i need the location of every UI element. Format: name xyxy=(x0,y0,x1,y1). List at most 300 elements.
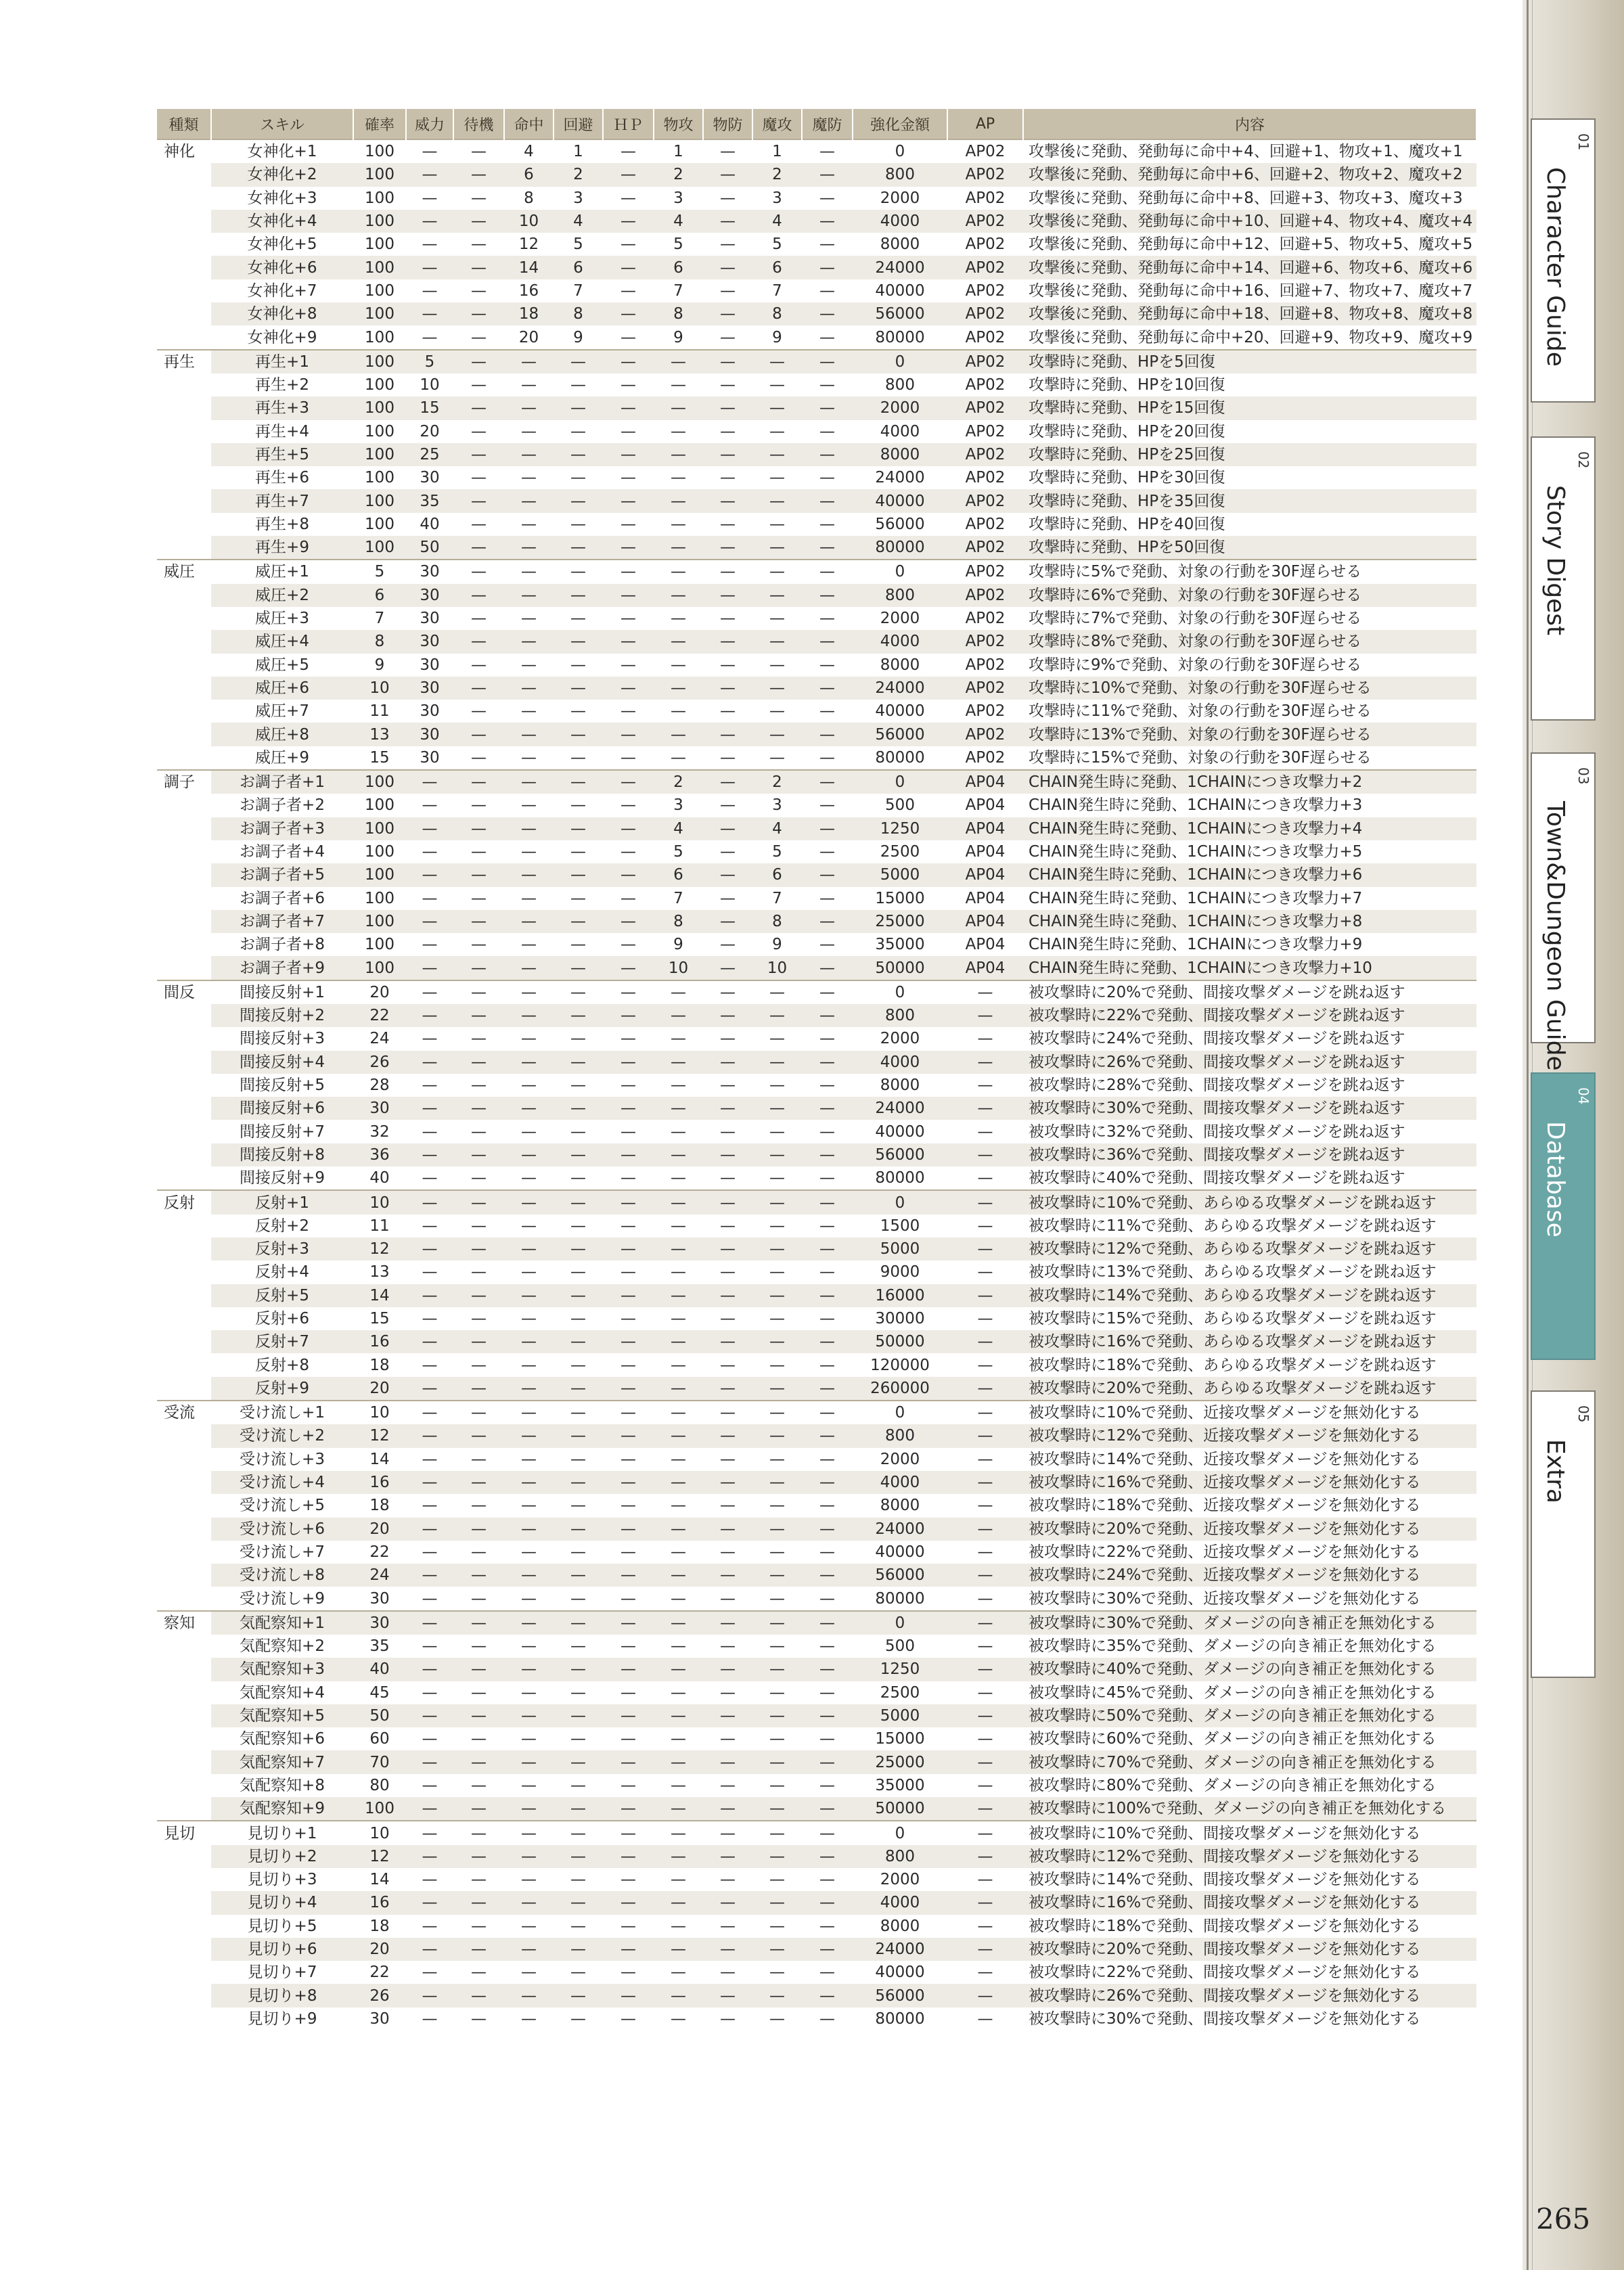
stat-cell: — xyxy=(977,1776,993,1794)
stat-cell: — xyxy=(603,1190,654,1214)
stat-cell: — xyxy=(521,1776,537,1794)
stat-cell: 50000 xyxy=(853,1797,947,1821)
stat-cell: — xyxy=(603,956,654,980)
skill-name-cell: 見切り+4 xyxy=(211,1891,353,1914)
stat-cell: 40000 xyxy=(853,489,947,512)
category-cell xyxy=(157,584,211,607)
skill-name-cell: お調子者+7 xyxy=(211,910,353,933)
stat-cell: 16 xyxy=(518,281,539,300)
stat-cell: — xyxy=(422,1450,438,1468)
skill-name-cell: 女神化+9 xyxy=(247,328,317,346)
category-cell xyxy=(157,654,211,677)
stat-cell: 80000 xyxy=(875,1169,925,1187)
stat-cell: — xyxy=(521,1122,537,1141)
category-cell xyxy=(157,1238,211,1261)
table-row xyxy=(157,817,1476,840)
stat-cell: — xyxy=(453,1401,504,1424)
stat-cell: 4 xyxy=(752,817,802,840)
stat-cell: — xyxy=(720,281,736,300)
stat-cell: 40 xyxy=(369,1169,390,1187)
table-row xyxy=(157,302,1476,325)
tab-story-digest[interactable] xyxy=(1531,436,1596,721)
category-cell xyxy=(157,163,211,186)
category-cell xyxy=(157,1494,211,1517)
stat-cell: — xyxy=(406,1471,453,1494)
stat-cell: — xyxy=(521,1963,537,1982)
table-row xyxy=(157,723,1476,746)
stat-cell: — xyxy=(570,1309,586,1327)
stat-cell: 100 xyxy=(353,910,406,933)
category-cell: 見切 xyxy=(157,1821,211,1844)
stat-cell: — xyxy=(422,889,438,907)
table-header-row xyxy=(157,109,1476,139)
stat-cell: — xyxy=(703,560,752,583)
stat-cell: — xyxy=(703,1424,752,1447)
skill-name-cell: 威圧+1 xyxy=(211,560,353,583)
stat-cell: — xyxy=(453,1190,504,1214)
table-row xyxy=(157,420,1476,443)
stat-cell: — xyxy=(603,139,654,163)
stat-cell: — xyxy=(654,1377,703,1401)
stat-cell: — xyxy=(504,1938,554,1961)
stat-cell: 20 xyxy=(353,1518,406,1541)
stat-cell: — xyxy=(769,469,785,487)
stat-cell: — xyxy=(703,817,752,840)
stat-cell: AP02 xyxy=(947,302,1023,325)
description-cell: 被攻撃時に13%で発動、あらゆる攻撃ダメージを跳ね返す xyxy=(1029,1263,1437,1281)
stat-cell: AP02 xyxy=(965,748,1006,767)
stat-cell: AP02 xyxy=(947,163,1023,186)
stat-cell: — xyxy=(603,1564,654,1587)
stat-cell: 14 xyxy=(369,1450,390,1468)
stat-cell: 18 xyxy=(369,1917,390,1935)
stat-cell: — xyxy=(977,1263,993,1281)
stat-cell: 7 xyxy=(772,281,782,300)
stat-cell: — xyxy=(504,980,554,1004)
stat-cell: — xyxy=(621,422,636,440)
stat-cell: — xyxy=(603,770,654,794)
skill-name-cell: 気配察知+6 xyxy=(240,1730,325,1748)
category-cell xyxy=(157,1143,211,1166)
stat-cell: 8 xyxy=(752,910,802,933)
description-cell: 攻撃時に発動、HPを50回復 xyxy=(1023,536,1476,560)
description-cell: CHAIN発生時に発動、1CHAINにつき攻撃力+7 xyxy=(1029,889,1363,907)
category-cell xyxy=(157,723,211,746)
stat-cell: — xyxy=(406,1097,453,1120)
stat-cell: — xyxy=(603,536,654,560)
stat-cell: — xyxy=(570,1217,586,1235)
stat-cell: — xyxy=(703,139,752,163)
stat-cell: 15000 xyxy=(875,889,925,907)
stat-cell: 50 xyxy=(406,536,453,560)
stat-cell: — xyxy=(802,1611,853,1635)
category-cell xyxy=(157,256,211,279)
stat-cell: — xyxy=(521,1217,537,1235)
stat-cell: — xyxy=(554,350,603,373)
table-row xyxy=(157,396,1476,419)
stat-cell: 28 xyxy=(369,1076,390,1095)
stat-cell: 20 xyxy=(420,422,440,440)
stat-cell: — xyxy=(621,1589,636,1608)
description-cell: 被攻撃時に60%で発動、ダメージの向き補正を無効化する xyxy=(1029,1730,1437,1748)
stat-cell: — xyxy=(703,1097,752,1120)
category-cell xyxy=(157,302,211,325)
stat-cell: — xyxy=(504,1284,554,1307)
stat-cell: — xyxy=(977,1450,993,1468)
stat-cell: — xyxy=(720,1263,736,1281)
category-cell xyxy=(157,700,211,723)
category-cell xyxy=(157,1353,211,1376)
stat-cell: 35 xyxy=(406,489,453,512)
description-cell: 被攻撃時に12%で発動、あらゆる攻撃ダメージを跳ね返す xyxy=(1023,1238,1476,1261)
stat-cell: AP02 xyxy=(947,536,1023,560)
stat-cell: — xyxy=(406,770,453,794)
description-cell: 攻撃後に発動、発動毎に命中+18、回避+8、物攻+8、魔攻+8 xyxy=(1023,302,1476,325)
description-cell: 攻撃時に9%で発動、対象の行動を30F遅らせる xyxy=(1029,656,1362,674)
description-cell: 被攻撃時に16%で発動、近接攻撃ダメージを無効化する xyxy=(1023,1471,1476,1494)
stat-cell: — xyxy=(422,189,438,207)
stat-cell: 30 xyxy=(420,702,440,721)
skill-name-cell: 気配察知+9 xyxy=(211,1797,353,1821)
stat-cell: 100 xyxy=(353,536,406,560)
stat-cell: 800 xyxy=(853,1424,947,1447)
stat-cell: — xyxy=(453,1097,504,1120)
stat-cell: — xyxy=(819,1963,835,1982)
stat-cell: 36 xyxy=(353,1143,406,1166)
tab-number: 04 xyxy=(1575,1087,1592,1105)
stat-cell: — xyxy=(703,1564,752,1587)
stat-cell: 18 xyxy=(369,1356,390,1374)
stat-cell: — xyxy=(977,1963,993,1982)
skill-name-cell: 反射+2 xyxy=(255,1217,309,1235)
table-row xyxy=(157,1845,1476,1868)
stat-cell: — xyxy=(819,748,835,767)
skill-name-cell: 間接反射+5 xyxy=(240,1076,325,1095)
stat-cell: — xyxy=(671,1217,686,1235)
description-cell: 被攻撃時に12%で発動、間接攻撃ダメージを無効化する xyxy=(1023,1845,1476,1868)
stat-cell: — xyxy=(720,1730,736,1748)
stat-cell: — xyxy=(471,1730,487,1748)
stat-cell: — xyxy=(947,1004,1023,1027)
skill-name-cell: 受け流し+5 xyxy=(240,1497,325,1515)
stat-cell: — xyxy=(621,1917,636,1935)
table-row xyxy=(157,980,1476,1004)
stat-cell: 100 xyxy=(365,328,394,346)
stat-cell: 30 xyxy=(353,1097,406,1120)
stat-cell: — xyxy=(471,1122,487,1141)
stat-cell: — xyxy=(603,1284,654,1307)
stat-cell: 0 xyxy=(853,350,947,373)
stat-cell: 80000 xyxy=(875,748,925,767)
stat-cell: 35000 xyxy=(875,1776,925,1794)
stat-cell: 7 xyxy=(573,281,583,300)
stat-cell: — xyxy=(521,1589,537,1608)
stat-cell: — xyxy=(671,610,686,628)
stat-cell: — xyxy=(504,1984,554,2007)
stat-cell: — xyxy=(570,2010,586,2028)
stat-cell: — xyxy=(422,1637,438,1656)
category-cell: 威圧 xyxy=(157,560,211,583)
table-row xyxy=(157,1750,1476,1773)
stat-cell: AP04 xyxy=(965,843,1006,861)
tab-label: Town&Dungeon Guide xyxy=(1541,801,1569,1071)
stat-cell: AP02 xyxy=(965,189,1006,207)
stat-cell: — xyxy=(453,560,504,583)
stat-cell: — xyxy=(802,350,853,373)
category-cell xyxy=(157,187,211,210)
stat-cell: — xyxy=(703,980,752,1004)
tab-number: 02 xyxy=(1575,451,1592,469)
stat-cell: — xyxy=(769,1356,785,1374)
stat-cell: — xyxy=(570,936,586,954)
stat-cell: — xyxy=(703,1658,752,1681)
stat-cell: — xyxy=(752,584,802,607)
stat-cell: — xyxy=(570,1589,586,1608)
category-cell xyxy=(157,1961,211,1984)
stat-cell: — xyxy=(720,796,736,815)
stat-cell: — xyxy=(654,723,703,746)
stat-cell: 120000 xyxy=(870,1356,930,1374)
skill-name-cell: 間接反射+6 xyxy=(211,1097,353,1120)
stat-cell: — xyxy=(703,1330,752,1353)
description-cell: CHAIN発生時に発動、1CHAINにつき攻撃力+6 xyxy=(1023,863,1476,886)
stat-cell: 2000 xyxy=(853,396,947,419)
stat-cell: 5 xyxy=(573,235,583,254)
stat-cell: — xyxy=(603,817,654,840)
stat-cell: — xyxy=(752,560,802,583)
stat-cell: — xyxy=(752,1704,802,1727)
stat-cell: — xyxy=(603,630,654,653)
stat-cell: — xyxy=(802,1564,853,1587)
stat-cell: — xyxy=(752,1004,802,1027)
stat-cell: — xyxy=(819,1683,835,1702)
stat-cell: — xyxy=(504,1471,554,1494)
stat-cell: 30 xyxy=(420,656,440,674)
table-row xyxy=(157,1284,1476,1307)
stat-cell: — xyxy=(802,1658,853,1681)
stat-cell: 100 xyxy=(353,863,406,886)
stat-cell: — xyxy=(570,1871,586,1889)
stat-cell: 100 xyxy=(353,443,406,466)
stat-cell: 1250 xyxy=(853,817,947,840)
stat-cell: — xyxy=(471,376,487,394)
stat-cell: — xyxy=(671,702,686,721)
stat-cell: — xyxy=(621,1963,636,1982)
stat-cell: — xyxy=(521,843,537,861)
stat-cell: — xyxy=(406,1797,453,1821)
stat-cell: — xyxy=(471,1963,487,1982)
category-cell xyxy=(157,1518,211,1541)
stat-cell: 4000 xyxy=(853,1051,947,1074)
stat-cell: — xyxy=(819,328,835,346)
stat-cell: — xyxy=(671,376,686,394)
category-cell xyxy=(157,1727,211,1750)
stat-cell: — xyxy=(406,1564,453,1587)
skill-name-cell: 女神化+7 xyxy=(247,281,317,300)
stat-cell: — xyxy=(406,1401,453,1424)
stat-cell: — xyxy=(603,489,654,512)
stat-cell: — xyxy=(769,1543,785,1561)
stat-cell: 100 xyxy=(365,843,394,861)
skill-name-cell: 見切り+3 xyxy=(247,1871,317,1889)
stat-cell: — xyxy=(819,656,835,674)
stat-cell: — xyxy=(603,396,654,419)
stat-cell: — xyxy=(554,1471,603,1494)
stat-cell: 0 xyxy=(853,139,947,163)
stat-cell: — xyxy=(554,910,603,933)
stat-cell: — xyxy=(406,817,453,840)
skill-name-cell: 威圧+9 xyxy=(255,748,309,767)
stat-cell: — xyxy=(570,610,586,628)
stat-cell: — xyxy=(769,656,785,674)
stat-cell: — xyxy=(504,1845,554,1868)
stat-cell: — xyxy=(554,956,603,980)
stat-cell: 10 xyxy=(353,1401,406,1424)
stat-cell: 6 xyxy=(752,256,802,279)
stat-cell: — xyxy=(802,1984,853,2007)
stat-cell: — xyxy=(802,1097,853,1120)
stat-cell: 22 xyxy=(369,1963,390,1982)
stat-cell: — xyxy=(521,1076,537,1095)
category-cell xyxy=(157,1704,211,1727)
stat-cell: — xyxy=(570,1076,586,1095)
table-row xyxy=(157,489,1476,512)
stat-cell: 24000 xyxy=(853,1518,947,1541)
tab-town-dungeon-guide[interactable] xyxy=(1531,752,1596,1071)
stat-cell: — xyxy=(802,139,853,163)
stat-cell: — xyxy=(603,1938,654,1961)
stat-cell: — xyxy=(471,1683,487,1702)
stat-cell: — xyxy=(554,677,603,700)
stat-cell: — xyxy=(406,1750,453,1773)
stat-cell: — xyxy=(521,515,537,533)
stat-cell: 100 xyxy=(353,139,406,163)
stat-cell: 100 xyxy=(353,956,406,980)
stat-cell: 6 xyxy=(654,256,703,279)
description-cell: 攻撃後に発動、発動毎に命中+4、回避+1、物攻+1、魔攻+1 xyxy=(1023,139,1476,163)
category-cell xyxy=(157,1284,211,1307)
stat-cell: AP04 xyxy=(965,796,1006,815)
category-cell: 神化 xyxy=(157,139,211,163)
stat-cell: — xyxy=(621,748,636,767)
tab-extra[interactable] xyxy=(1531,1390,1596,1678)
category-cell xyxy=(157,1915,211,1938)
stat-cell: 2000 xyxy=(880,1450,920,1468)
stat-cell: 30 xyxy=(353,1611,406,1635)
description-cell: 被攻撃時に12%で発動、近接攻撃ダメージを無効化する xyxy=(1023,1424,1476,1447)
stat-cell: — xyxy=(654,980,703,1004)
description-cell: 被攻撃時に24%で発動、間接攻撃ダメージを跳ね返す xyxy=(1029,1030,1405,1048)
table-row xyxy=(157,794,1476,817)
stat-cell: 20 xyxy=(518,328,539,346)
table-row xyxy=(157,1097,1476,1120)
stat-cell: — xyxy=(453,256,504,279)
stat-cell: — xyxy=(406,1704,453,1727)
stat-cell: — xyxy=(422,1356,438,1374)
tab-database[interactable] xyxy=(1531,1072,1596,1360)
skill-name-cell: 再生+9 xyxy=(211,536,353,560)
stat-cell: — xyxy=(521,1263,537,1281)
category-cell: 察知 xyxy=(157,1611,211,1635)
stat-cell: — xyxy=(802,1518,853,1541)
stat-cell: 100 xyxy=(353,302,406,325)
stat-cell: 2 xyxy=(752,163,802,186)
tab-character-guide[interactable] xyxy=(1531,118,1596,403)
skill-table-container xyxy=(157,109,1476,2030)
stat-cell: — xyxy=(621,796,636,815)
table-row xyxy=(157,325,1476,349)
table-row xyxy=(157,677,1476,700)
stat-cell: 15 xyxy=(369,1309,390,1327)
stat-cell: 80000 xyxy=(853,536,947,560)
stat-cell: — xyxy=(621,1356,636,1374)
stat-cell: — xyxy=(720,748,736,767)
stat-cell: — xyxy=(521,1169,537,1187)
skill-name-cell: 見切り+9 xyxy=(247,2010,317,2028)
stat-cell: 2000 xyxy=(880,610,920,628)
category-cell xyxy=(157,1797,211,1821)
category-cell xyxy=(157,817,211,840)
stat-cell: 18 xyxy=(504,302,554,325)
category-cell: 受流 xyxy=(157,1401,211,1424)
stat-cell: 8000 xyxy=(880,656,920,674)
stat-cell: 5 xyxy=(772,235,782,254)
skill-name-cell: 間接反射+8 xyxy=(211,1143,353,1166)
description-cell: 被攻撃時に22%で発動、近接攻撃ダメージを無効化する xyxy=(1029,1543,1421,1561)
table-row xyxy=(157,1307,1476,1330)
stat-cell: — xyxy=(947,1750,1023,1773)
table-row xyxy=(157,1961,1476,1984)
stat-cell: — xyxy=(671,1683,686,1702)
stat-cell: — xyxy=(947,1658,1023,1681)
stat-cell: — xyxy=(422,1076,438,1095)
stat-cell: 4000 xyxy=(853,630,947,653)
description-cell: 被攻撃時に20%で発動、間接攻撃ダメージを跳ね返す xyxy=(1023,980,1476,1004)
stat-cell: — xyxy=(720,515,736,533)
stat-cell: — xyxy=(671,1871,686,1889)
stat-cell: — xyxy=(720,1217,736,1235)
skill-name-cell: 気配察知+1 xyxy=(211,1611,353,1635)
stat-cell: 24000 xyxy=(853,1097,947,1120)
stat-cell: — xyxy=(671,1309,686,1327)
stat-cell: — xyxy=(406,1190,453,1214)
stat-cell: — xyxy=(570,1263,586,1281)
stat-cell: 100 xyxy=(353,163,406,186)
skill-name-cell: 再生+5 xyxy=(211,443,353,466)
stat-cell: — xyxy=(521,1917,537,1935)
stat-cell: — xyxy=(769,1683,785,1702)
stat-cell: 100 xyxy=(353,256,406,279)
stat-cell: — xyxy=(752,980,802,1004)
stat-cell: — xyxy=(671,748,686,767)
stat-cell: — xyxy=(720,2010,736,2028)
stat-cell: 80 xyxy=(369,1776,390,1794)
table-row xyxy=(157,630,1476,653)
stat-cell: — xyxy=(453,1938,504,1961)
category-cell xyxy=(157,466,211,489)
stat-cell: — xyxy=(554,443,603,466)
description-cell: 被攻撃時に20%で発動、あらゆる攻撃ダメージを跳ね返す xyxy=(1023,1377,1476,1401)
category-cell xyxy=(157,746,211,770)
stat-cell: — xyxy=(703,910,752,933)
description-cell: 攻撃後に発動、発動毎に命中+8、回避+3、物攻+3、魔攻+3 xyxy=(1029,189,1463,207)
stat-cell: 6 xyxy=(752,863,802,886)
category-cell xyxy=(157,840,211,863)
stat-cell: — xyxy=(621,189,636,207)
stat-cell: 15 xyxy=(406,396,453,419)
table-body xyxy=(157,139,1476,2030)
description-cell: 被攻撃時に16%で発動、あらゆる攻撃ダメージを跳ね返す xyxy=(1023,1330,1476,1353)
